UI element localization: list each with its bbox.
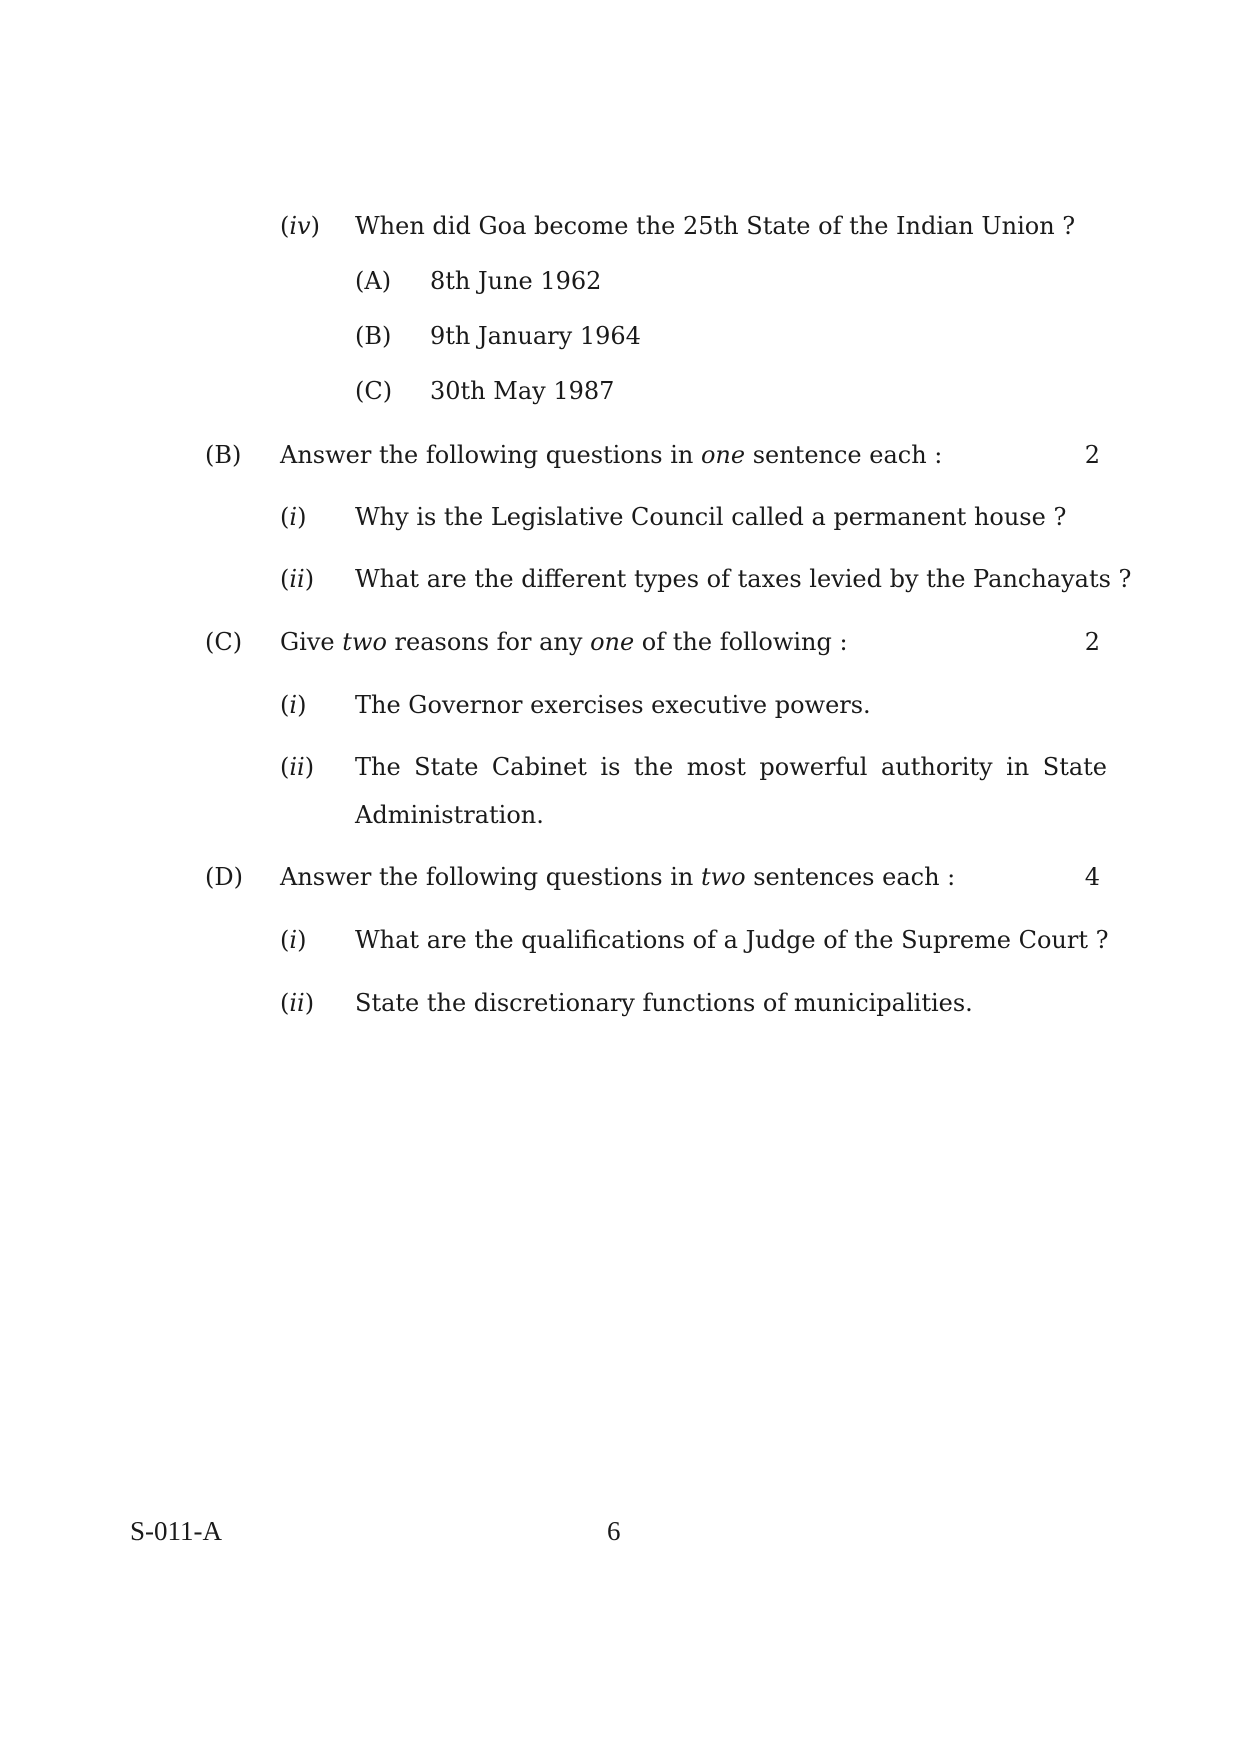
section-c-marks: 2 — [1084, 628, 1100, 656]
option-c-label: (C) — [355, 377, 393, 405]
section-c-item-ii-text-line1: The State Cabinet is the most powerful authority in State — [355, 753, 1107, 781]
section-c-instruction: Give two reasons for any one of the following : — [280, 628, 848, 656]
section-d-instruction: Answer the following questions in two sentences each : — [280, 863, 956, 891]
section-c-label: (C) — [205, 628, 243, 656]
question-iv-text: When did Goa become the 25th State of the Indian Union ? — [355, 212, 1076, 240]
section-d-item-i-text: What are the qualifications of a Judge of the Supreme Court ? — [355, 926, 1109, 954]
section-d-item-ii-label: (ii) — [280, 989, 315, 1017]
question-iv-label: (iv) — [280, 212, 320, 240]
section-b-item-ii-text: What are the different types of taxes levied by the Panchayats ? — [355, 565, 1132, 593]
option-a-label: (A) — [355, 267, 392, 295]
section-b-item-ii-label: (ii) — [280, 565, 315, 593]
option-a-text: 8th June 1962 — [430, 267, 602, 295]
section-c-item-i-label: (i) — [280, 691, 307, 719]
section-b-item-i-label: (i) — [280, 503, 307, 531]
section-b-label: (B) — [205, 441, 242, 469]
section-b-item-i-text: Why is the Legislative Council called a permanent house ? — [355, 503, 1067, 531]
section-b-instruction: Answer the following questions in one sentence each : — [280, 441, 943, 469]
section-c-item-i-text: The Governor exercises executive powers. — [355, 691, 871, 719]
section-c-item-ii-text-line2: Administration. — [355, 801, 544, 829]
option-c-text: 30th May 1987 — [430, 377, 615, 405]
option-b-label: (B) — [355, 322, 392, 350]
section-c-item-ii-label: (ii) — [280, 753, 315, 781]
option-b-text: 9th January 1964 — [430, 322, 641, 350]
section-d-marks: 4 — [1084, 863, 1100, 891]
section-d-item-ii-text: State the discretionary functions of municipalities. — [355, 989, 973, 1017]
section-b-marks: 2 — [1084, 441, 1100, 469]
page-number: 6 — [607, 1516, 621, 1546]
section-d-label: (D) — [205, 863, 243, 891]
section-d-item-i-label: (i) — [280, 926, 307, 954]
footer-code: S-011-A — [130, 1516, 222, 1546]
